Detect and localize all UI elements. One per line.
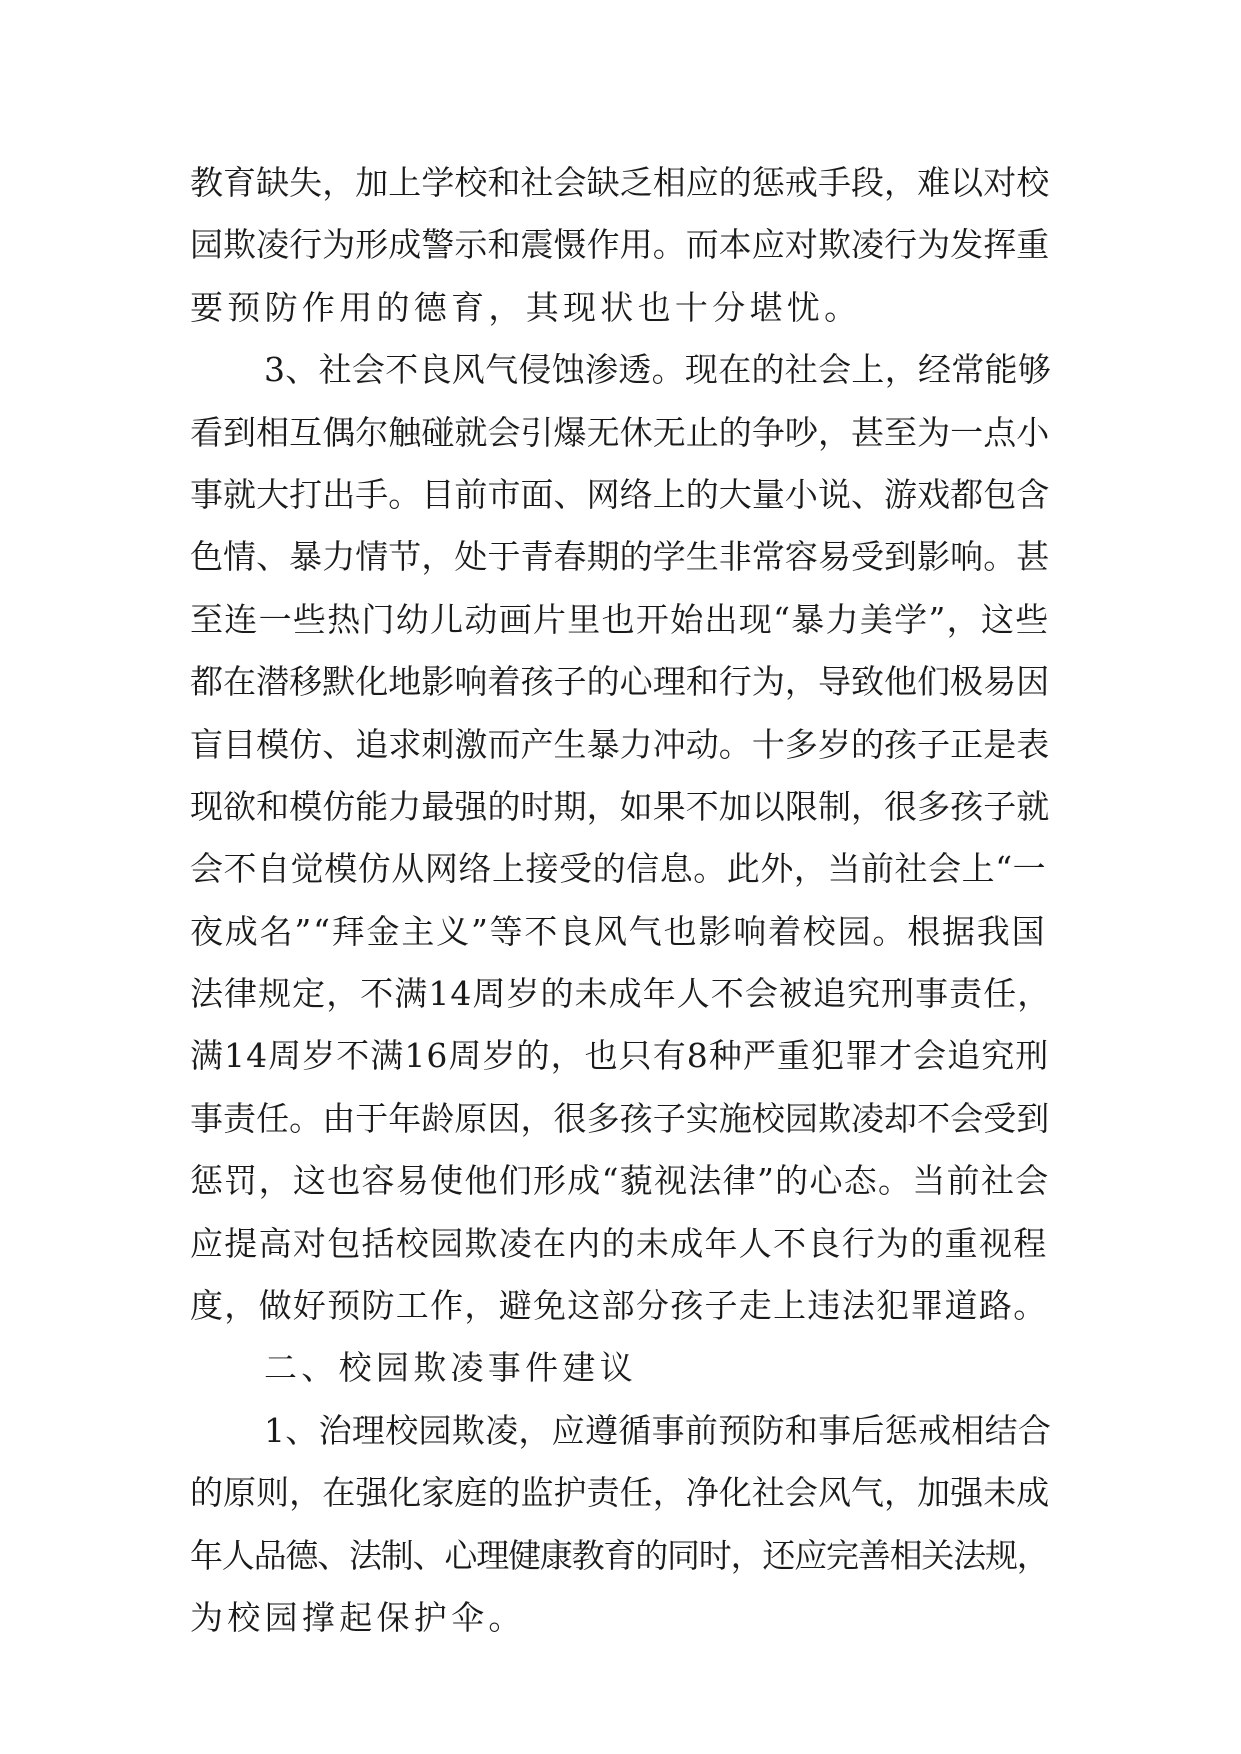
text-line: 为校园撑起保护伞。	[190, 1597, 526, 1637]
text-line: 3、社会不良风气侵蚀渗透。现在的社会上，经常能够	[264, 350, 1052, 390]
text-line: 满14周岁不满16周岁的，也只有8种严重犯罪才会追究刑	[190, 1036, 1050, 1076]
text-line: 事责任。由于年龄原因，很多孩子实施校园欺凌却不会受到	[190, 1098, 1050, 1138]
text-line: 现欲和模仿能力最强的时期，如果不加以限制，很多孩子就	[190, 786, 1050, 826]
text-line: 度，做好预防工作，避免这部分孩子走上违法犯罪道路。	[190, 1286, 1048, 1326]
text-line: 园欺凌行为形成警示和震慑作用。而本应对欺凌行为发挥重	[190, 225, 1050, 265]
text-line: 要预防作用的德育，其现状也十分堪忧。	[190, 287, 862, 327]
text-line: 会不自觉模仿从网络上接受的信息。此外，当前社会上“一	[190, 849, 1047, 889]
text-line: 的原则，在强化家庭的监护责任，净化社会风气，加强未成	[190, 1473, 1050, 1513]
text-line: 盲目模仿、追求刺激而产生暴力冲动。十多岁的孩子正是表	[190, 724, 1050, 764]
text-line: 1、治理校园欺凌，应遵循事前预防和事后惩戒相结合	[264, 1410, 1052, 1450]
text-line: 事就大打出手。目前市面、网络上的大量小说、游戏都包含	[190, 474, 1050, 514]
text-line: 色情、暴力情节，处于青春期的学生非常容易受到影响。甚	[190, 537, 1050, 577]
text-line: 教育缺失，加上学校和社会缺乏相应的惩戒手段，难以对校	[190, 163, 1050, 202]
text-line: 年人品德、法制、心理健康教育的同时，还应完善相关法规，	[190, 1535, 1049, 1575]
document-body	[190, 152, 1051, 1649]
text-line: 都在潜移默化地影响着孩子的心理和行为，导致他们极易因	[190, 662, 1050, 702]
text-line: 二、校园欺凌事件建议	[264, 1348, 637, 1388]
text-line: 法律规定，不满14周岁的未成年人不会被追究刑事责任，	[190, 974, 1052, 1014]
text-line: 夜成名”“拜金主义”等不良风气也影响着校园。根据我国	[190, 911, 1047, 951]
text-line: 惩罚，这也容易使他们形成“藐视法律”的心态。当前社会	[190, 1161, 1050, 1201]
text-line: 看到相互偶尔触碰就会引爆无休无止的争吵，甚至为一点小	[190, 412, 1050, 452]
text-line: 至连一些热门幼儿动画片里也开始出现“暴力美学”，这些	[190, 599, 1050, 639]
text-line: 应提高对包括校园欺凌在内的未成年人不良行为的重视程	[190, 1223, 1048, 1263]
